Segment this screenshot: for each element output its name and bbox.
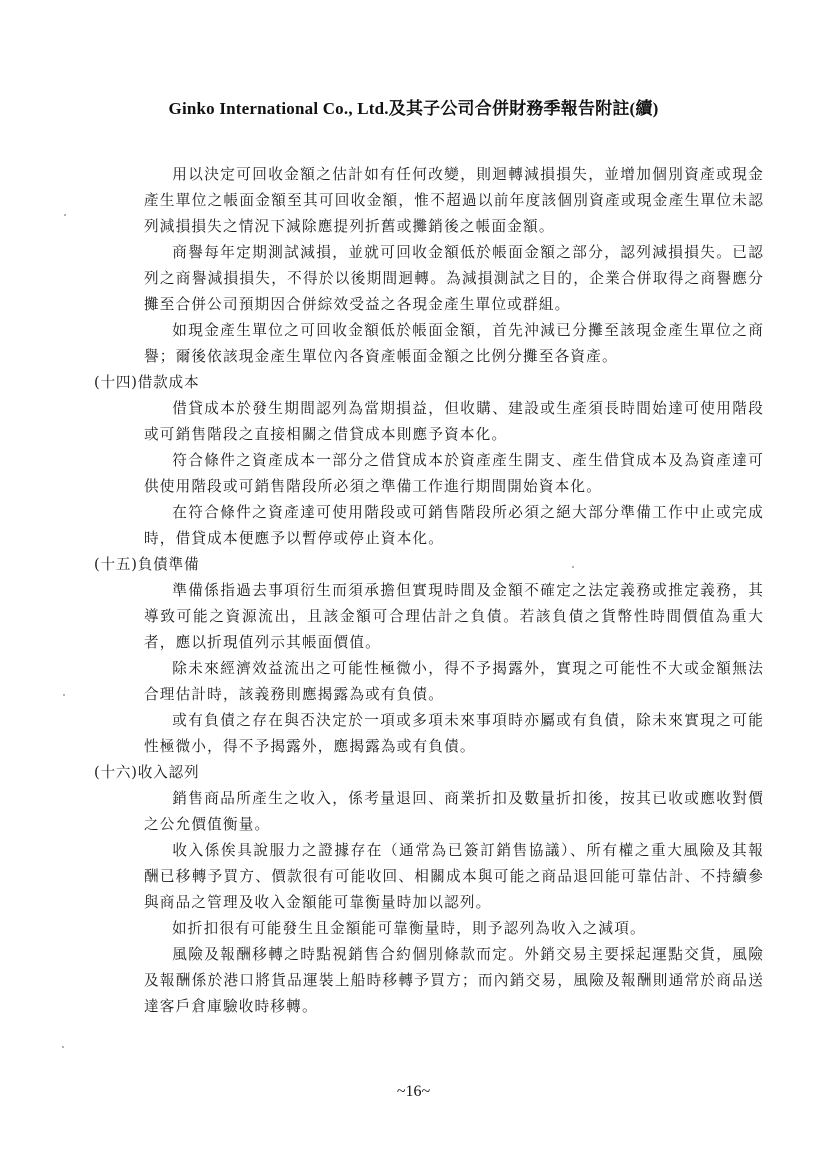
section-continuation — [94, 162, 774, 370]
paragraph-text: 收入係俟具說服力之證據存在（通常為已簽訂銷售協議）、所有權之重大風險及其報酬已移轉予買方、價款很有可能收回、相關成本與可能之商品退回能可靠估計、不持續參與商品之管理及收入金額能可靠衡量時加以認列。 — [144, 842, 764, 911]
paragraph-text: 準備係指過去事項衍生而須承擔但實現時間及金額不確定之法定義務或推定義務，其導致可能之資源流出，且該金額可合理估計之負債。若該負債之貨幣性時間價值為重大者，應以折現值列示其帳面價值。 — [144, 582, 764, 651]
paragraph — [94, 578, 774, 656]
scan-speck — [572, 566, 574, 568]
paragraph-text: 或有負債之存在與否決定於一項或多項未來事項時亦屬或有負債，除未來實現之可能性極微小，得不予揭露外，應揭露為或有負債。 — [144, 712, 764, 755]
scan-speck — [62, 1046, 64, 1048]
paragraph-text: 除未來經濟效益流出之可能性極微小，得不予揭露外，實現之可能性不大或金額無法合理估計時，該義務則應揭露為或有負債。 — [144, 660, 764, 703]
paragraph-text: 如折扣很有可能發生且金額能可靠衡量時，則予認列為收入之減項。 — [172, 920, 646, 937]
paragraph — [94, 656, 774, 708]
paragraph-text: 風險及報酬移轉之時點視銷售合約個別條款而定。外銷交易主要採起運點交貨，風險及報酬係於港口將貨品運裝上船時移轉予買方；而內銷交易，風險及報酬則通常於商品送達客戶倉庫驗收時移轉。 — [144, 946, 764, 1015]
section-provisions — [94, 552, 774, 760]
paragraph — [94, 708, 774, 760]
paragraph — [94, 916, 774, 942]
paragraph-text: 用以決定可回收金額之估計如有任何改變，則迴轉減損損失，並增加個別資產或現金產生單位之帳面金額至其可回收金額，惟不超過以前年度該個別資產或現金產生單位未認列減損損失之情況下減除應提列折舊或攤銷後之帳面金額。 — [144, 166, 764, 235]
paragraph-text: 銷售商品所產生之收入，係考量退回、商業折扣及數量折扣後，按其已收或應收對價之公允價值衡量。 — [144, 790, 764, 833]
paragraph — [94, 396, 774, 448]
paragraph — [94, 240, 774, 318]
paragraph-text: 在符合條件之資產達可使用階段或可銷售階段所必須之絕大部分準備工作中止或完成時，借貸成本便應予以暫停或停止資本化。 — [144, 504, 764, 547]
section-revenue-recognition — [94, 760, 774, 1020]
page-header: Ginko International Co., Ltd.及其子公司合併財務季報告附註(續) — [168, 99, 659, 118]
paragraph-text: 如現金產生單位之可回收金額低於帳面金額，首先沖減已分攤至該現金產生單位之商譽；爾後依該現金產生單位內各資產帳面金額之比例分攤至各資產。 — [144, 322, 764, 365]
document-body — [94, 162, 774, 1020]
paragraph — [94, 838, 774, 916]
section-borrowing-costs — [94, 370, 774, 552]
paragraph — [94, 448, 774, 500]
scan-speck — [63, 694, 65, 696]
section-heading: (十五)負債準備 — [94, 556, 200, 573]
paragraph-text: 符合條件之資產成本一部分之借貸成本於資產產生開支、產生借貸成本及為資產達可供使用階段或可銷售階段所必須之準備工作進行期間開始資本化。 — [144, 452, 764, 495]
paragraph — [94, 162, 774, 240]
paragraph — [94, 500, 774, 552]
paragraph-text: 借貸成本於發生期間認列為當期損益，但收購、建設或生產須長時間始達可使用階段或可銷售階段之直接相關之借貸成本則應予資本化。 — [144, 400, 764, 443]
page-number: ~16~ — [396, 1083, 431, 1100]
scan-speck — [64, 214, 66, 216]
section-heading: (十六)收入認列 — [94, 764, 200, 781]
paragraph-text: 商譽每年定期測試減損，並就可回收金額低於帳面金額之部分，認列減損損失。已認列之商譽減損損失，不得於以後期間迴轉。為減損測試之目的，企業合併取得之商譽應分攤至合併公司預期因合併綜效受益之各現金產生單位或群組。 — [144, 244, 764, 313]
paragraph — [94, 786, 774, 838]
paragraph — [94, 942, 774, 1020]
section-heading: (十四)借款成本 — [94, 374, 200, 391]
paragraph — [94, 318, 774, 370]
